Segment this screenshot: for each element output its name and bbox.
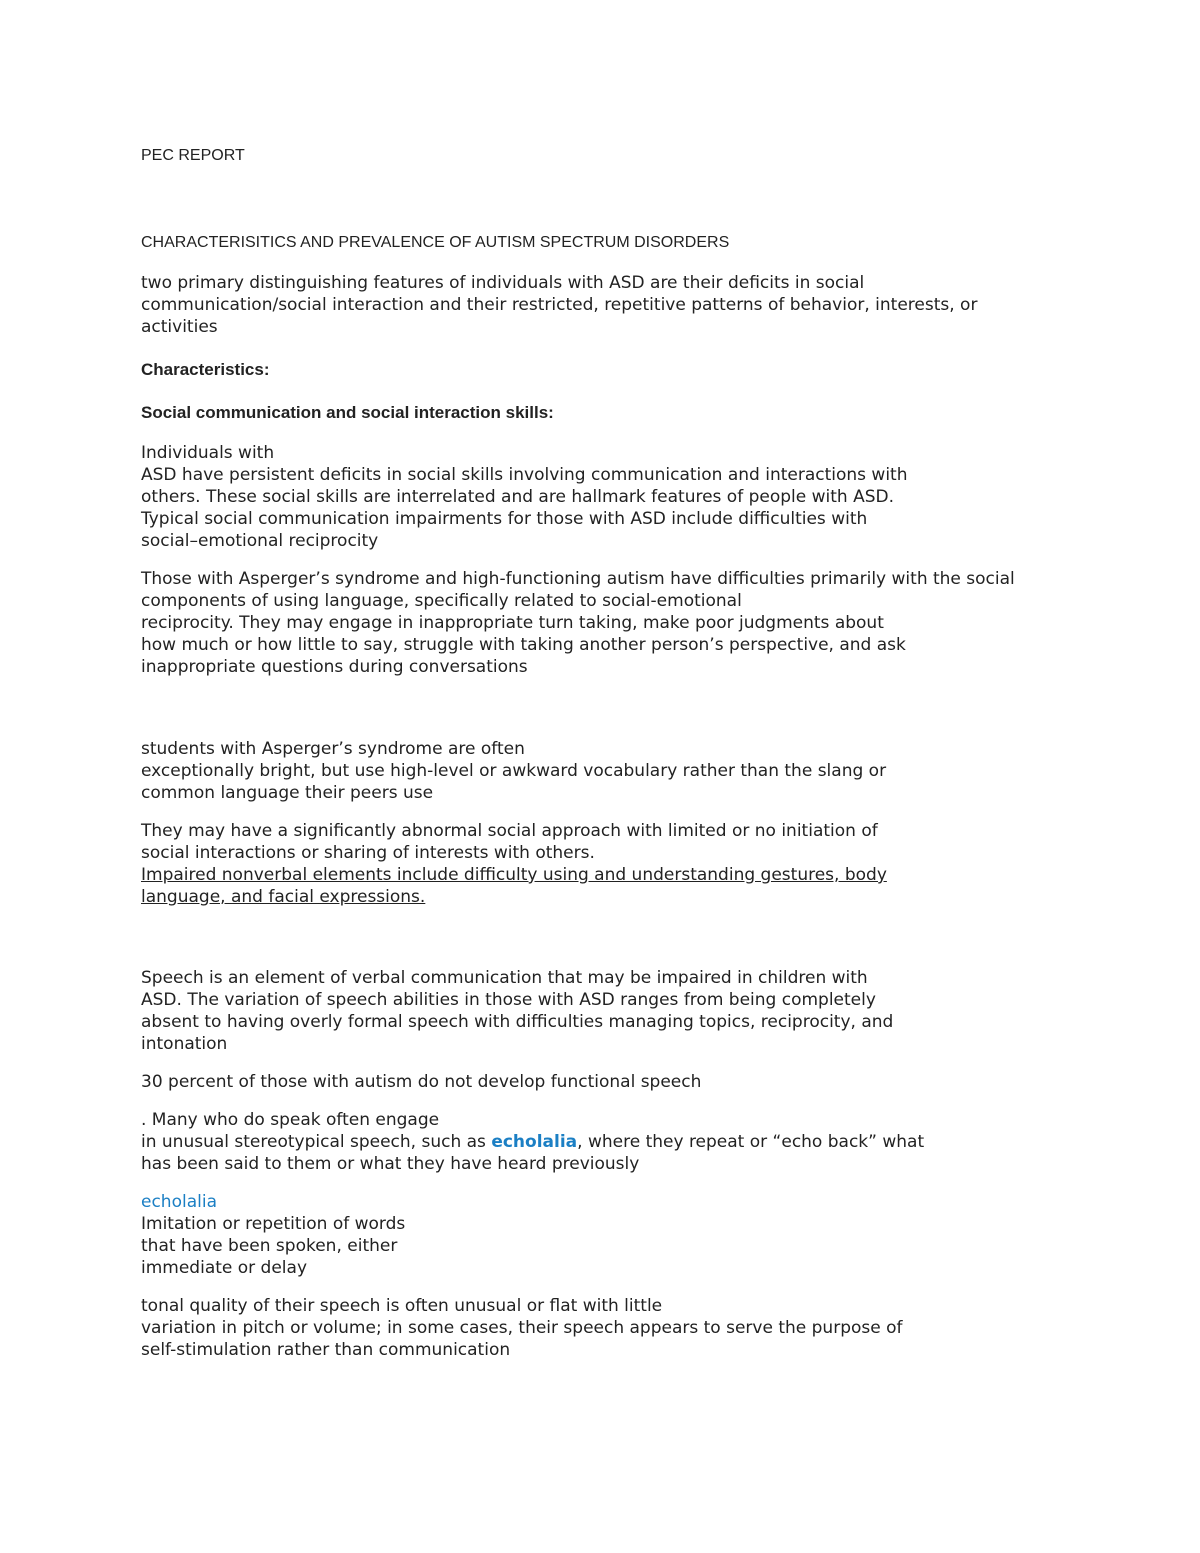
characteristics-label: Characteristics: (141, 360, 270, 379)
intro-line: two primary distinguishing features of individuals with ASD are their deficits in social (141, 273, 865, 293)
paragraph-text: , where they repeat or “echo back” what (577, 1132, 925, 1152)
paragraph-line: absent to having overly formal speech with difficulties managing topics, reciprocity, and (141, 1012, 894, 1032)
paragraph-text: in unusual stereotypical speech, such as (141, 1132, 492, 1152)
paragraph-line: students with Asperger’s syndrome are often (141, 739, 525, 759)
paragraph-line: social interactions or sharing of interests with others. (141, 843, 595, 863)
paragraph-line: 30 percent of those with autism do not develop functional speech (141, 1072, 702, 1092)
definition-term: echolalia (141, 1192, 217, 1212)
paragraph-line: exceptionally bright, but use high-level or awkward vocabulary rather than the slang or (141, 761, 887, 781)
paragraph-line: has been said to them or what they have heard previously (141, 1154, 640, 1174)
paragraph-line: social–emotional reciprocity (141, 531, 379, 551)
document-title: PEC REPORT (141, 147, 245, 164)
paragraph-line: ASD have persistent deficits in social skills involving communication and interactions with (141, 465, 908, 485)
intro-line: communication/social interaction and their restricted, repetitive patterns of behavior, interests, or (141, 295, 978, 315)
social-skills-label: Social communication and social interaction skills: (141, 403, 554, 422)
underlined-line: language, and facial expressions. (141, 887, 426, 907)
paragraph-line: inappropriate questions during conversations (141, 657, 528, 677)
definition-line: immediate or delay (141, 1258, 308, 1278)
paragraph-line: intonation (141, 1034, 228, 1054)
paragraph-line (141, 1131, 924, 1153)
paragraph-line: . Many who do speak often engage (141, 1110, 440, 1130)
paragraph-line: Those with Asperger’s syndrome and high-functioning autism have difficulties primarily with the social (141, 569, 1015, 589)
paragraph-line: Speech is an element of verbal communication that may be impaired in children with (141, 968, 868, 988)
paragraph-line: Typical social communication impairments for those with ASD include difficulties with (141, 509, 868, 529)
echolalia-term: echolalia (491, 1132, 578, 1152)
underlined-line: Impaired nonverbal elements include difficulty using and understanding gestures, body (141, 865, 887, 885)
paragraph-line: Individuals with (141, 443, 275, 463)
paragraph-line: components of using language, specifically related to social-emotional (141, 591, 742, 611)
paragraph-line: reciprocity. They may engage in inappropriate turn taking, make poor judgments about (141, 613, 884, 633)
definition-line: that have been spoken, either (141, 1236, 398, 1256)
paragraph-line: They may have a significantly abnormal social approach with limited or no initiation of (141, 821, 878, 841)
intro-line: activities (141, 317, 218, 337)
section-heading: CHARACTERISITICS AND PREVALENCE OF AUTISM SPECTRUM DISORDERS (141, 234, 730, 251)
paragraph-line: tonal quality of their speech is often unusual or flat with little (141, 1296, 663, 1316)
paragraph-line: common language their peers use (141, 783, 434, 803)
paragraph-line: self-stimulation rather than communication (141, 1340, 511, 1360)
definition-line: Imitation or repetition of words (141, 1214, 406, 1234)
paragraph-line: ASD. The variation of speech abilities in those with ASD ranges from being completely (141, 990, 876, 1010)
paragraph-line: variation in pitch or volume; in some cases, their speech appears to serve the purpose of (141, 1318, 903, 1338)
paragraph-line: others. These social skills are interrelated and are hallmark features of people with ASD. (141, 487, 895, 507)
paragraph-line: how much or how little to say, struggle with taking another person’s perspective, and ask (141, 635, 906, 655)
